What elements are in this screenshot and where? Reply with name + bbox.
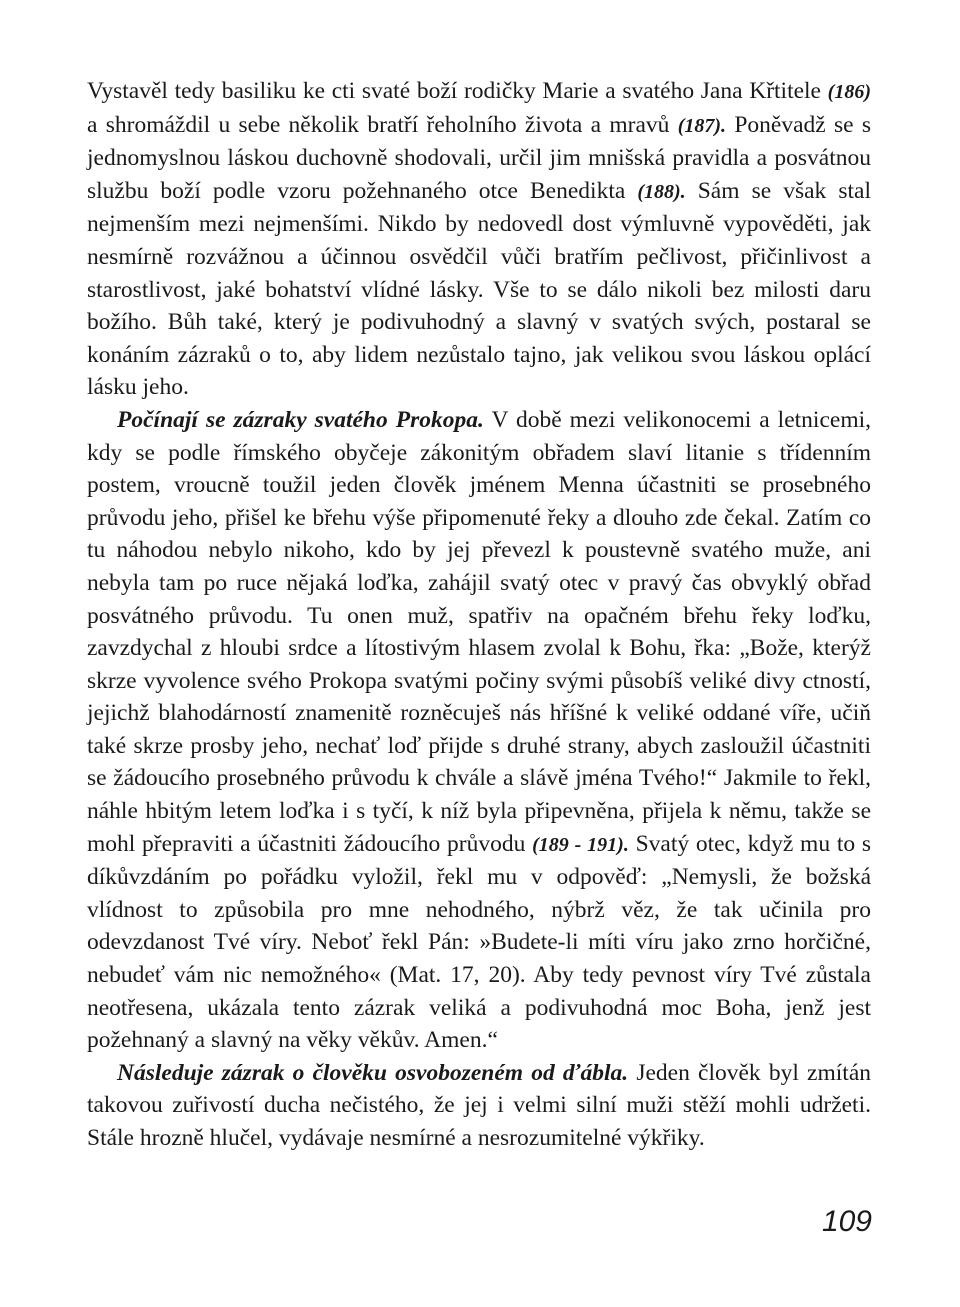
paragraph-2 (87, 404, 871, 1057)
paragraph-2-text: V době mezi velikonocemi a letnicemi, kdy se podle římského obyčeje zákonitým obřadem slaví litanie s třídenním postem, vroucně toužil jeden člověk jménem Menna účastniti se prosebného průvodu jeho, přišel ke břehu výše připomenuté řeky a dlouho zde čekal. Zatím co tu náhodou nebylo nikoho, kdo by jej převezl k poustevně svatého muže, ani nebyla tam po ruce nějaká loďka, zahájil svatý otec v pravý čas obvyklý obřad posvátného průvodu. Tu onen muž, spatřiv na opačném břehu řeky loďku, zavzdychal z hloubi srdce a lítostivým hlasem zvolal k Bohu, řka: „Bože, kterýž skrze vyvolence svého Prokopa svatými počiny svými působíš veliké divy ctností, jejichž blahodárností znamenitě rozněcuješ nás hříšné k veliké oddané víře, učiň také skrze prosby jeho, nechať loď přijde s druhé strany, abych zasloužil účastniti se žádoucího prosebného průvodu k chvále a slávě jména Tvého!“ Jakmile to řekl, náhle hbitým letem loďka i s tyčí, k níž byla připevněna, přijela k němu, takže se mohl přepraviti a účastniti žádoucího průvodu (87, 406, 871, 857)
paragraph-1-text: Vystavěl tedy basiliku ke cti svaté boží rodičky Marie a svatého Jana Křtitele (87, 78, 828, 104)
paragraph-1 (87, 75, 871, 404)
paragraph-3 (87, 1057, 871, 1155)
section-heading-exorcism: Následuje zázrak o člověku osvobozeném od ďábla. (117, 1059, 629, 1086)
footnote-ref-187: (187). (677, 114, 727, 137)
paragraph-1-text: Poněvadž se s jednomyslnou láskou duchovně shodovali, určil jim mnišská pravidla a posvátnou službu boží podle vzoru požehnaného otce Benedikta (87, 111, 871, 204)
page-body (87, 75, 871, 1155)
footnote-ref-186: (186) (827, 81, 871, 103)
paragraph-1-text: a shromáždil u sebe několik bratří řeholního života a mravů (87, 111, 678, 138)
footnote-ref-188: (188). (637, 180, 686, 203)
footnote-ref-189-191: (189 - 191). (532, 833, 629, 856)
paragraph-3-text: Jeden člověk byl zmítán takovou zuřivostí ducha nečistého, že jej i velmi silní muži stěží mohli udržeti. Stále hrozně hlučel, vydávaje nesmírné a nesrozumitelné výkřiky. (87, 1059, 872, 1151)
paragraph-1-text: Sám se však stal nejmenším mezi nejmenšími. Nikdo by nedovedl dost výmluvně vypověděti, jak nesmírně rozvážnou a účinnou osvědčil vůči bratřím pečlivost, přičinlivost a starostlivost, jaké bohatství vlídné lásky. Vše to se dálo nikoli bez milosti daru božího. Bůh také, který je podivuhodný a slavný v svatých svých, postaral se konáním zázraků o to, aby lidem nezůstalo tajno, jak velikou svou láskou oplácí lásku jeho. (87, 177, 871, 401)
page-number: 109 (821, 1205, 872, 1238)
section-heading-miracles: Počínají se zázraky svatého Prokopa. (117, 406, 484, 433)
paragraph-2-text: Svatý otec, když mu to s díkůvzdáním po pořádku vyložil, řekl mu v odpověď: „Nemysli, že božská vlídnost to způsobila pro mne nehodného, nýbrž věz, že tak učinila pro odevzdanost Tvé víry. Neboť řekl Pán: »Budete-li míti víru jako zrno horčičné, nebudeť vám nic nemožného« (Mat. 17, 20). Aby tedy pevnost víry Tvé zůstala neotřesena, ukázala tento zázrak veliká a podivuhodná moc Boha, jenž jest požehnaný a slavný na věky věkův. Amen.“ (87, 830, 871, 1054)
